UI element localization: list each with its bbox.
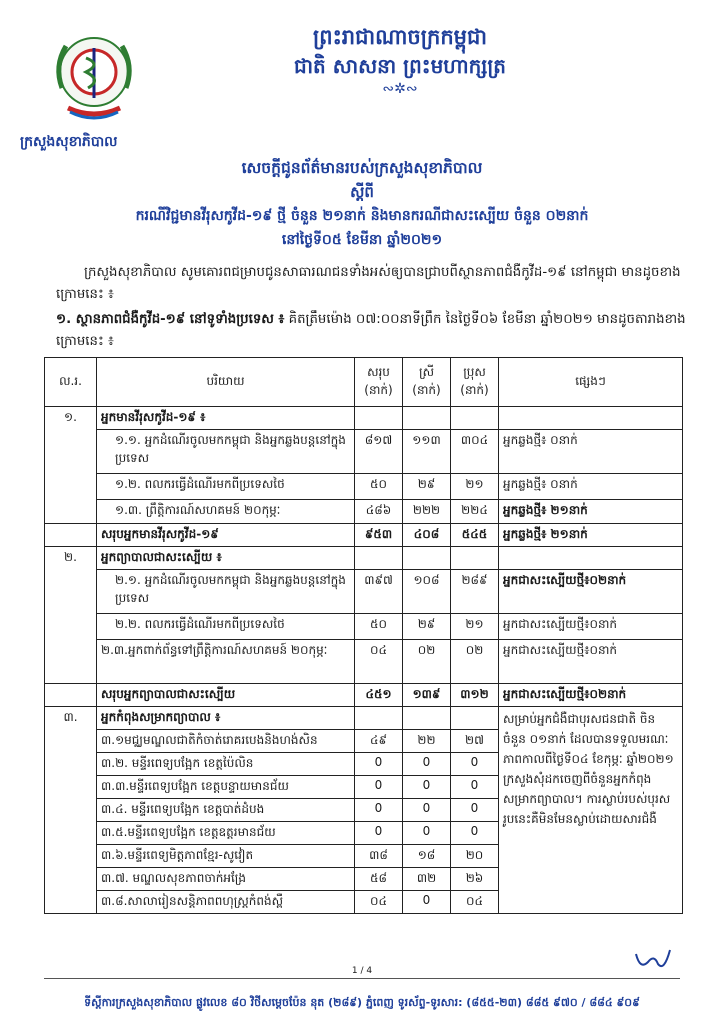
total-desc: សរុបអ្នកមានវីរុសកូវីដ-១៩ (97, 524, 355, 547)
group-title: អ្នកកំពុងសម្រាកព្យាបាល ៖ (97, 707, 355, 730)
row-female: ២២២ (403, 500, 451, 524)
row-desc: ២.៣.អ្នកពាក់ព័ន្ធទៅព្រឹត្តិការណ៍សហគមន៍ ២០កុម្ភៈ (101, 643, 328, 657)
row-total: ៤៩ (355, 730, 403, 753)
doc-subject: ករណីវិជ្ជមានវីរុសកូវីដ-១៩ ថ្មី ចំនួន ២១នាក់ និងមានករណីជាសះស្បើយ ចំនួន ០២នាក់ (135, 208, 589, 224)
row-female: ១០៨ (403, 570, 451, 614)
row-total: ៨១៧ (355, 430, 403, 474)
row-other: អ្នកជាសះស្បើយថ្មី៖០២នាក់ (499, 570, 683, 614)
row-desc: ១.៣. ព្រឹត្តិការណ៍សហគមន៍ ២០កុម្ភៈ (115, 503, 281, 517)
row-other: អ្នកជាសះស្បើយថ្មី៖០នាក់ (499, 640, 683, 684)
national-motto: ជាតិ សាសនា ព្រះមហាក្សត្រ (294, 54, 506, 78)
total-other: អ្នកជាសះស្បើយថ្មី៖០២នាក់ (499, 684, 683, 707)
row-total: ៥៨ (355, 868, 403, 891)
doc-title: សេចក្តីជូនព័ត៌មានរបស់ក្រសួងសុខាភិបាល (241, 159, 483, 177)
col-total: សរុប (នាក់) (355, 358, 403, 407)
ministry-name: ក្រសួងសុខាភិបាល (20, 134, 118, 150)
row-male: ២៧ (451, 730, 499, 753)
table-total-row (45, 684, 683, 707)
table-row (45, 614, 683, 640)
table-row (45, 500, 683, 524)
row-desc: ៣.៥.មន្ទីរពេទ្យបង្អែក ខេត្តឧត្តរមានជ័យ (97, 822, 355, 845)
row-total: ៣៩៧ (355, 570, 403, 614)
row-female: ២៩ (403, 474, 451, 500)
row-total: ៥០ (355, 474, 403, 500)
total-total: ៤៥១ (355, 684, 403, 707)
row-total: ០៤ (355, 891, 403, 914)
page-number: 1 / 4 (351, 966, 373, 976)
row-female: 0 (403, 799, 451, 822)
col-female: ស្រី (នាក់) (403, 358, 451, 407)
group-number: ១. (45, 407, 97, 524)
row-other: អ្នកឆ្លងថ្មី៖ ០នាក់ (499, 474, 683, 500)
table-row (45, 547, 683, 570)
total-female: ៤០៨ (403, 524, 451, 547)
row-other: អ្នកជាសះស្បើយថ្មី៖០នាក់ (499, 614, 683, 640)
table-header-row (45, 358, 683, 407)
row-male: ២១ (451, 474, 499, 500)
col-other: ផ្សេងៗ (499, 358, 683, 407)
total-total: ៩៥៣ (355, 524, 403, 547)
group-number: ៣. (45, 707, 97, 914)
row-male: 0 (451, 822, 499, 845)
header-ornament: ∾✲∾ (382, 81, 418, 97)
row-total: ៤៨៦ (355, 500, 403, 524)
row-other: អ្នកឆ្លងថ្មី៖ ២១នាក់ (499, 500, 683, 524)
row-desc: ៣.១មជ្ឈមណ្ឌលជាតិកំចាត់រោគរបេងនិងហង់សិន (97, 730, 355, 753)
section1-text: គិតត្រឹមម៉ោង ០៧:០០នាទីព្រឹក នៃថ្ងៃទី០៦ ខែមីនា ឆ្នាំ២០២១ មានដូចតារាងខាងក្រោមនេះ ៖ (56, 312, 686, 349)
group-title: អ្នកព្យាបាលជាសះស្បើយ ៖ (97, 547, 355, 570)
row-desc: ៣.៤. មន្ទីរពេទ្យបង្អែក ខេត្តបាត់ដំបង (97, 799, 355, 822)
total-other: អ្នកឆ្លងថ្មី៖ ២១នាក់ (499, 524, 683, 547)
row-female: 0 (403, 891, 451, 914)
row-total: 0 (355, 776, 403, 799)
row-female: ១៨ (403, 845, 451, 868)
row-male: 0 (451, 799, 499, 822)
row-desc: ១.២. ពលករធ្វើដំណើរមកពីប្រទេសថៃ (115, 477, 285, 491)
doc-title-about: ស្តីពី (350, 183, 374, 201)
section1-heading: ១. ស្ថានភាពជំងឺកូវីដ-១៩ នៅទូទាំងប្រទេស ៖ (56, 312, 285, 327)
total-desc: សរុបអ្នកព្យាបាលជាសះស្បើយ (97, 684, 355, 707)
row-desc: ២.១. អ្នកដំណើរចូលមកកម្ពុជា និងអ្នកឆ្លងបន្តនៅក្នុងប្រទេស (115, 573, 346, 605)
row-other: អ្នកឆ្លងថ្មី៖ ០នាក់ (499, 430, 683, 474)
row-desc: ៣.២. មន្ទីរពេទ្យបង្អែក ខេត្តប៉ៃលិន (97, 753, 355, 776)
table-row (45, 707, 683, 730)
kingdom-name: ព្រះរាជាណាចក្រកម្ពុជា (312, 25, 487, 49)
row-desc: ៣.៨.សាលារៀនសន្តិភាពពហុស្ត្រកំពង់ស្ពឺ (97, 891, 355, 914)
col-desc: បរិយាយ (97, 358, 355, 407)
table-row (45, 570, 683, 614)
table-row (45, 474, 683, 500)
row-total: 0 (355, 799, 403, 822)
row-female: ០២ (403, 640, 451, 684)
row-female: ២២ (403, 730, 451, 753)
row-desc: ២.២. ពលករធ្វើដំណើរមកពីប្រទេសថៃ (115, 617, 285, 631)
row-total: ៣៨ (355, 845, 403, 868)
table-row (45, 430, 683, 474)
row-total: 0 (355, 753, 403, 776)
row-male: 0 (451, 776, 499, 799)
row-total: ៥០ (355, 614, 403, 640)
footer-divider (44, 978, 680, 979)
row-female: ១១៣ (403, 430, 451, 474)
row-desc: ៣.៧. មណ្ឌលសុខភាពចាក់អង្រែ (97, 868, 355, 891)
row-male: ២៨៩ (451, 570, 499, 614)
section1-paragraph (56, 309, 696, 353)
doc-date: នៅថ្ងៃទី០៥ ខែមីនា ឆ្នាំ២០២១ (281, 232, 443, 248)
row-male: ២០ (451, 845, 499, 868)
row-female: 0 (403, 753, 451, 776)
row-male: ៣០៤ (451, 430, 499, 474)
row-male: ០២ (451, 640, 499, 684)
total-male: ៣១២ (451, 684, 499, 707)
total-male: ៥៤៥ (451, 524, 499, 547)
footer-address: ទីស្តីការក្រសួងសុខាភិបាល ផ្លូវលេខ ៨០ វិថីសម្តេចប៉ែន នុត (២៨៩) ភ្នំពេញ ទូរស័ព្ទ-ទូរសារ: (៨៥៥-២៣) ៨៨៥ ៩៧០ / ៨៨៤ ៩០៩ (84, 996, 640, 1009)
group-title: អ្នកមានវីរុសកូវីដ-១៩ ៖ (97, 407, 355, 430)
kingdom-header (250, 22, 550, 98)
row-desc: ៣.៦.មន្ទីរពេទ្យមិត្តភាពខ្មែរ-សូវៀត (97, 845, 355, 868)
total-female: ១៣៩ (403, 684, 451, 707)
row-female: 0 (403, 776, 451, 799)
row-total: 0 (355, 822, 403, 845)
row-male: ០៤ (451, 891, 499, 914)
row-male: 0 (451, 753, 499, 776)
row-female: ៣២ (403, 868, 451, 891)
table-row (45, 407, 683, 430)
row-male: ២២៤ (451, 500, 499, 524)
col-no: ល.រ. (45, 358, 97, 407)
row-male: ២១ (451, 614, 499, 640)
table-row (45, 640, 683, 684)
group3-note: សម្រាប់អ្នកជំងឺជាបុរសជនជាតិ ចិន ចំនួន ០១នាក់ ដែលបានទទួលមរណៈភាពកាលពីថ្ងៃទី០៤ ខែកុម្ភៈ ឆ្នាំ២០២១ ក្រសួងសុំដកចេញពីចំនួនអ្នកកំពុងសម្រាកព្យាបាល។ ការស្លាប់របស់បុរសរូបនេះគឺមិនមែនស្លាប់ដោយសារជំងឺ (499, 707, 683, 914)
intro-paragraph: ក្រសួងសុខាភិបាល សូមគោរពជម្រាបជូនសាធារណជនទាំងអស់ឲ្យបានជ្រាបពីស្ថានភាពជំងឺកូវីដ-១៩ នៅកម្ពុជា មានដូចខាងក្រោមនេះ ៖ (56, 265, 681, 302)
row-male: ២៦ (451, 868, 499, 891)
row-total: ០៤ (355, 640, 403, 684)
col-male: ប្រុស (នាក់) (451, 358, 499, 407)
ministry-logo (40, 28, 148, 128)
covid-status-table (44, 357, 683, 914)
row-female: ២៩ (403, 614, 451, 640)
table-total-row (45, 524, 683, 547)
group-number: ២. (45, 547, 97, 684)
row-female: 0 (403, 822, 451, 845)
row-desc: ៣.៣.មន្ទីរពេទ្យបង្អែក ខេត្តបន្ទាយមានជ័យ (97, 776, 355, 799)
row-desc: ១.១. អ្នកដំណើរចូលមកកម្ពុជា និងអ្នកឆ្លងបន្តនៅក្នុងប្រទេស (115, 433, 346, 465)
